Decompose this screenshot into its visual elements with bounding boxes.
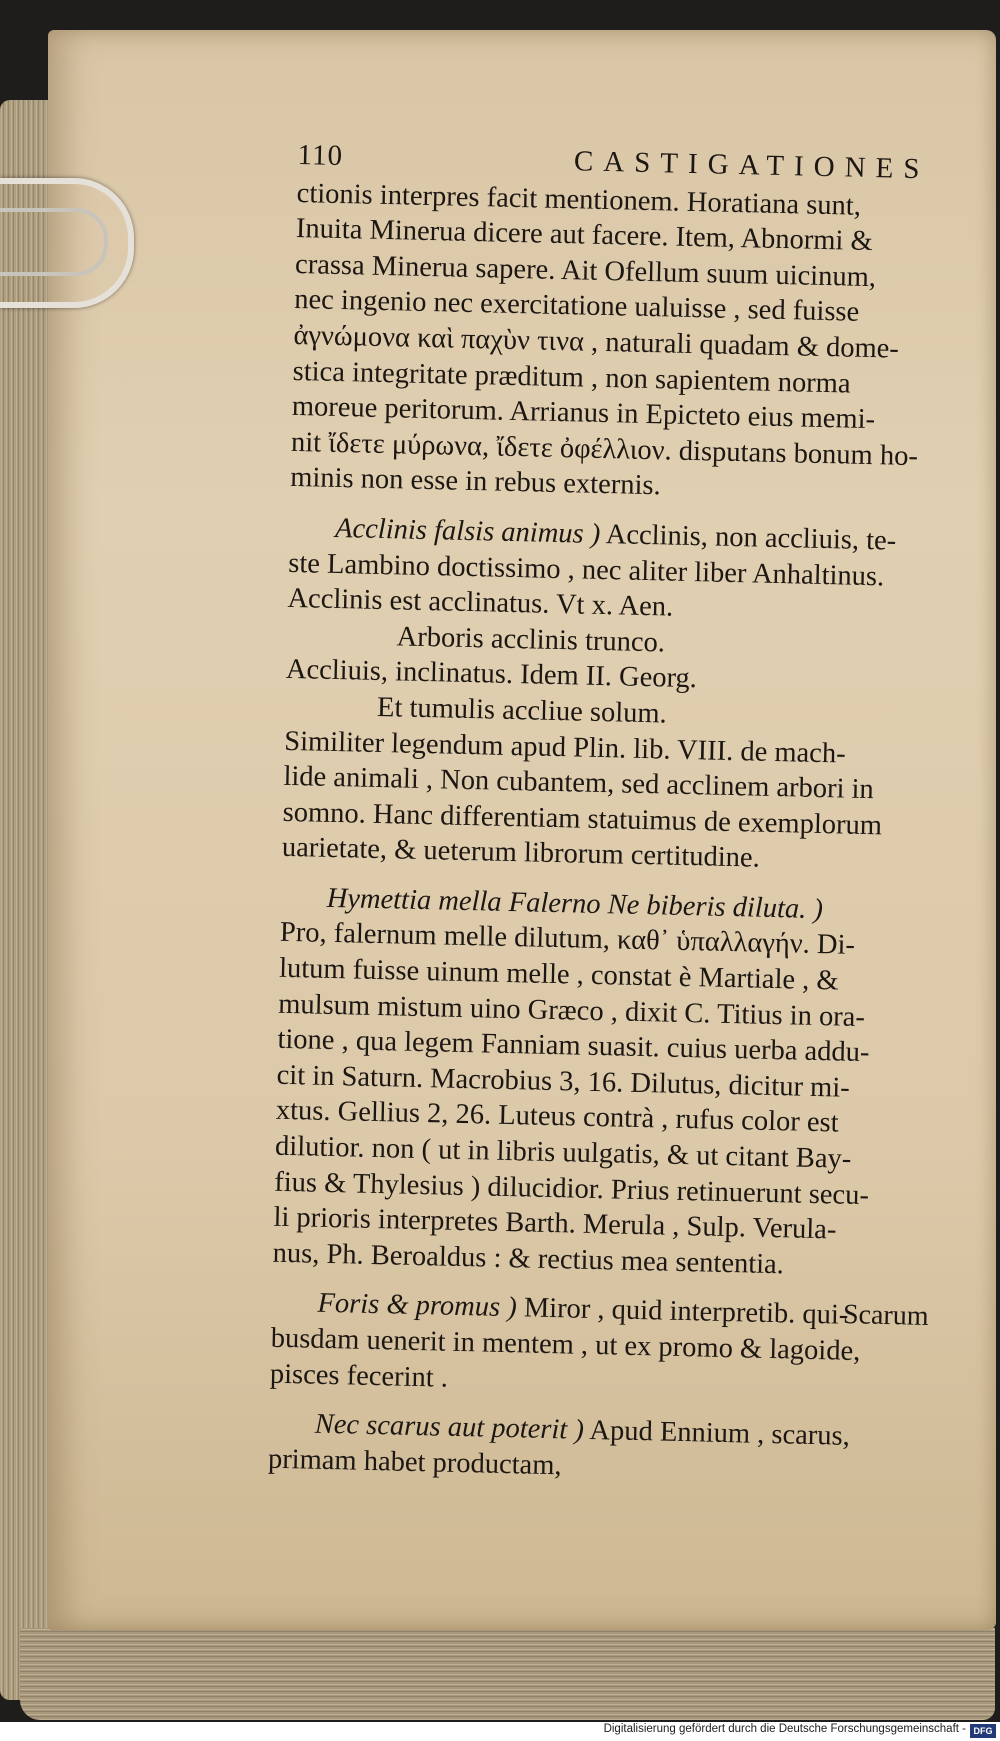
text-line: li prioris interpretes Barth. Merula , Sulp. Verula- [273,1201,837,1246]
text-line: mulsum mistum uino Græco , dixit C. Titius in ora- [277,988,866,1033]
lemma: Hymettia mella Falerno Ne biberis diluta. ) [326,882,824,925]
footer-credit: Digitalisierung gefördert durch die Deutsche Forschungsgemeinschaft - [603,1723,966,1735]
text-line: somno. Hanc differentiam statuimus de exemplorum [282,796,883,842]
text-span: Apud Ennium , scarus, [583,1415,851,1453]
lemma: Foris & promus ) [317,1288,518,1324]
text-line: ἀγνώμονα καὶ παχὺν τινα , naturali quadam & dome- [293,319,900,365]
text-line: fius & Thylesius ) dilucidior. Prius retinuerunt secu- [273,1166,870,1211]
text-line: nus, Ph. Beroaldus : & rectius mea sententia. [272,1237,785,1281]
text-line: dilutior. non ( ut in libris uulgatis, & ut citant Bay- [274,1130,852,1175]
paragraph-5 [268,1406,909,1492]
verse-quote: Arboris acclinis trunco. [396,621,666,659]
text-line: nec ingenio nec exercitatione ualuisse , sed fuisse [293,284,860,329]
book [0,30,1000,1741]
running-title: CASTIGATIONES [573,145,930,186]
page-number: 110 [297,138,344,173]
text-line: Pro, falernum melle dilutum, καθ᾽ ὑπαλλαγήν. Di- [279,917,856,962]
paragraph-3 [272,880,921,1286]
text-line: minis non esse in rebus externis. [289,462,661,502]
verse-quote: Et tumulis accliue solum. [376,691,668,730]
paragraph-2 [281,510,929,880]
text-span: Acclinis, non accliuis, te- [599,518,897,557]
text-line: Inuita Minerua dicere aut facere. Item, Abnormi & [295,213,874,258]
text-line: uarietate, & ueterum librorum certitudine. [281,832,761,874]
text-span: Miror , quid interpretib. qui- [516,1292,849,1332]
text-line: lide animali , Non cubantem, sed acclinem arbori in [283,760,875,806]
text-line: Acclinis est acclinatus. Vt x. Aen. [287,583,674,623]
text-line: busdam uenerit in mentem , ut ex promo & lagoide, [270,1322,861,1368]
bottom-page-edges [20,1628,995,1720]
text-line: moreue peritorum. Arrianus in Epicteto eius memi- [291,391,876,436]
text-block [268,138,938,1492]
text-line: ctionis interpres facit mentionem. Horatiana sunt, [296,177,862,222]
lemma: Acclinis falsis animus ) [334,512,601,550]
text-line: Similiter legendum apud Plin. lib. VIII. de mach- [283,725,846,770]
text-line: lutum fuisse uinum melle , constat è Martiale , & [278,952,839,997]
text-line: Accliuis, inclinatus. Idem II. Georg. [285,654,698,695]
text-line: pisces fecerint . [269,1358,449,1394]
page-clip-inner [0,208,108,276]
text-line: primam habet productam, [267,1443,562,1482]
text-line: ste Lambino doctissimo , nec aliter liber Anhaltinus. [288,547,885,592]
text-line: stica integritate præditum , non sapientem norma [292,355,851,400]
dfg-logo: DFG [970,1724,996,1738]
book-page [48,30,996,1630]
paragraph-1 [290,176,937,511]
text-line: crassa Minerua sapere. Ait Ofellum suum uicinum, [294,248,877,293]
text-line: tione , qua legem Fanniam suasit. cuius uerba addu- [277,1024,870,1069]
text-line: xtus. Gellius 2, 26. Luteus contrà , rufus color est [275,1095,839,1139]
text-line: cit in Saturn. Macrobius 3, 16. Dilutus, dicitur mi- [276,1059,851,1104]
text-line: nit ἴδετε μύρωνα, ἴδετε ὀφέλλιον. disputans bonum ho- [290,426,919,472]
paragraph-4 [270,1285,912,1406]
catchword: Scarum [842,1299,929,1332]
lemma: Nec scarus aut poterit ) [314,1408,585,1447]
